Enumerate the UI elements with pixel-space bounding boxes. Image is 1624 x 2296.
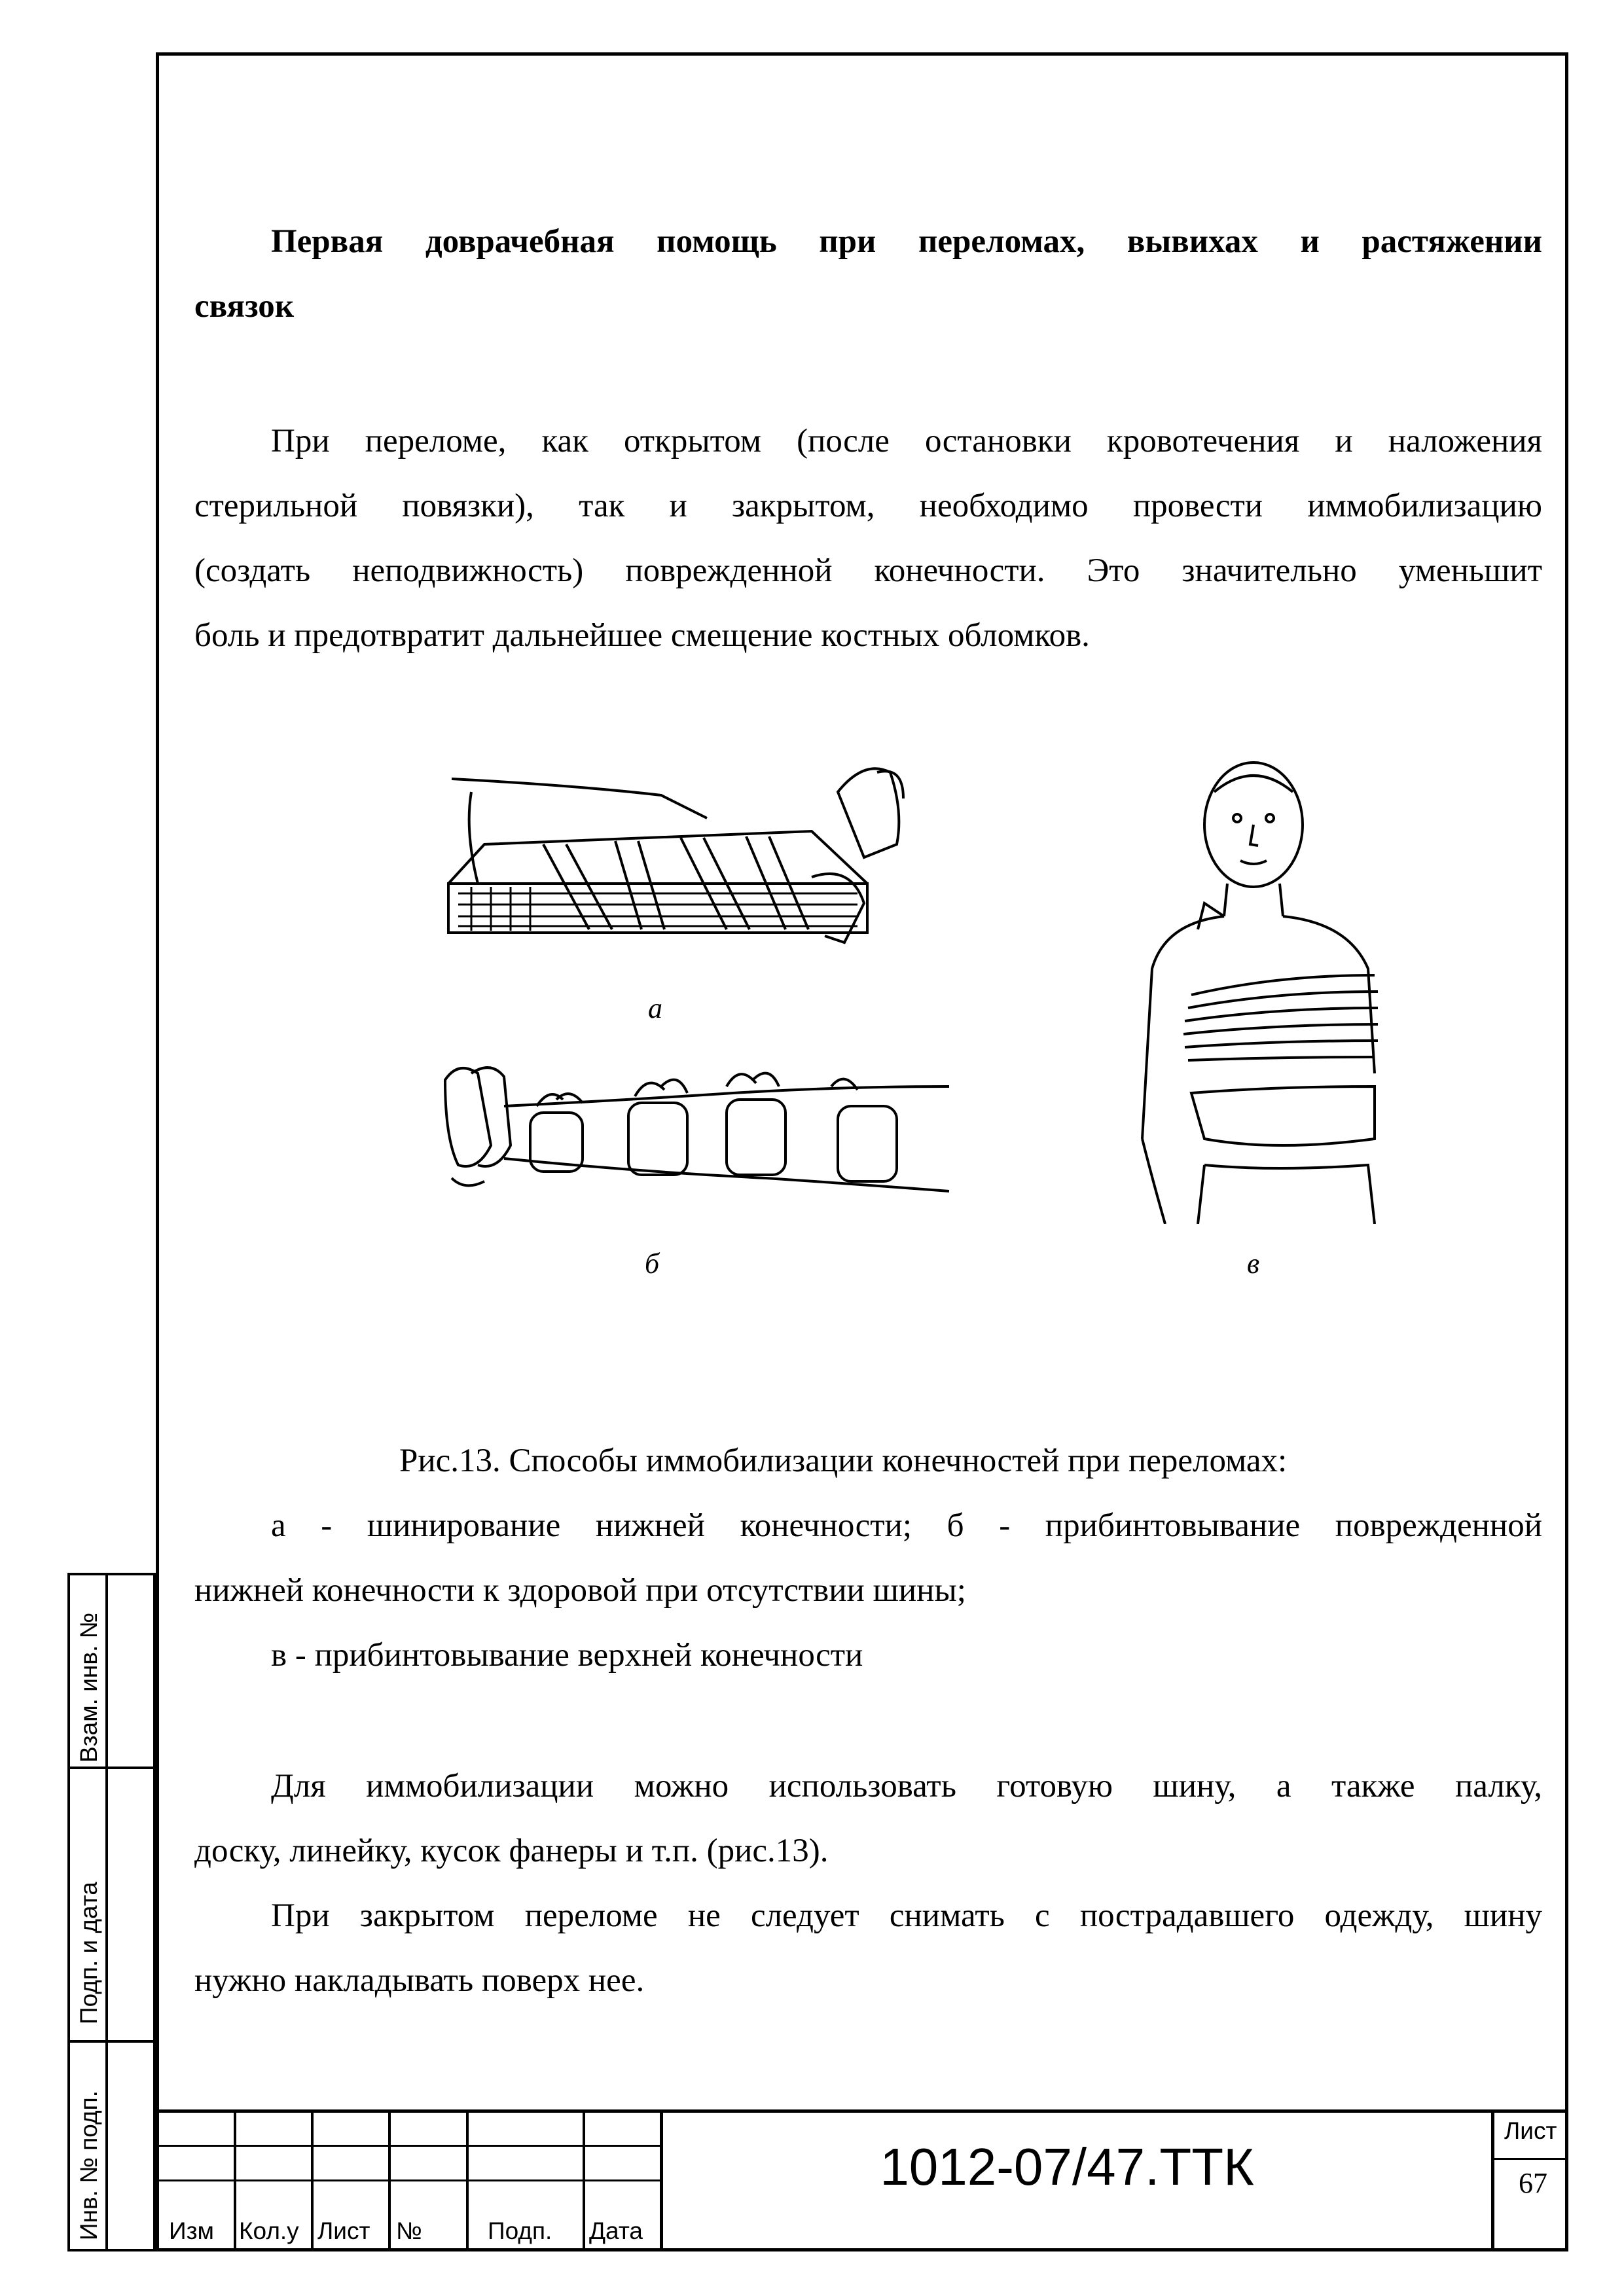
side-stamp-strip <box>67 1573 156 2251</box>
caption-line-1: а - шинирование нижней конечности; б - прибинтовывание поврежденной <box>271 1507 1542 1544</box>
tb-col-line-1 <box>234 2109 236 2251</box>
paragraph-1-line-2: стерильной повязки), так и закрытом, необходимо провести иммобилизацию <box>194 488 1542 524</box>
paragraph-2-line-1: Для иммобилизации можно использовать готовую шину, а также палку, <box>271 1768 1542 1804</box>
heading-line-2: связок <box>194 288 295 325</box>
tb-top-line <box>156 2109 1568 2113</box>
sheet-number: 67 <box>1519 2167 1547 2199</box>
tb-col-data: Дата <box>589 2217 643 2244</box>
tb-col-line-3 <box>388 2109 391 2251</box>
paragraph-1-line-3: (создать неподвижность) поврежденной конечности. Это значительно уменьшит <box>194 552 1542 589</box>
tb-col-line-4 <box>466 2109 469 2251</box>
caption-line-2: нижней конечности к здоровой при отсутствии шины; <box>194 1572 966 1609</box>
tb-col-no: № <box>396 2217 422 2244</box>
tb-col-kolu: Кол.у <box>239 2217 299 2244</box>
tb-col-list: Лист <box>317 2217 370 2244</box>
side-label-replacement: Взам. инв. № <box>75 1612 102 1763</box>
tb-col-line-5 <box>583 2109 585 2251</box>
heading-line-1: Первая доврачебная помощь при переломах, вывихах и растяжении <box>271 223 1542 260</box>
tb-sheet-line <box>1492 2158 1568 2160</box>
figure-c-label: в <box>1247 1247 1260 1280</box>
paragraph-2-line-2: доску, линейку, кусок фанеры и т.п. (рис.13). <box>194 1833 829 1869</box>
tb-col-podp: Подп. <box>488 2217 552 2244</box>
tb-col-line-2 <box>311 2109 314 2251</box>
side-label-signature-date: Подп. и дата <box>75 1882 102 2024</box>
document-code: 1012-07/47.ТТК <box>880 2138 1254 2196</box>
tb-row-line-2 <box>156 2179 663 2181</box>
paragraph-1-line-4: боль и предотвратит дальнейшее смещение костных обломков. <box>194 617 1090 654</box>
paragraph-3-line-2: нужно накладывать поверх нее. <box>194 1962 645 1999</box>
figure-a-label: а <box>648 992 662 1024</box>
section-heading <box>194 209 1542 339</box>
side-label-inventory: Инв. № подп. <box>75 2090 102 2240</box>
paragraph-1-line-1: При переломе, как открытом (после остановки кровотечения и наложения <box>271 423 1542 459</box>
caption-line-3: в - прибинтовывание верхней конечности <box>271 1637 863 1674</box>
figure-c-bandaged-arm <box>1113 746 1414 1224</box>
figure-b-bandaged-legs <box>439 1047 962 1217</box>
paragraph-1 <box>194 409 1542 668</box>
sheet-label: Лист <box>1504 2117 1557 2144</box>
tb-col-izm: Изм <box>169 2217 214 2244</box>
figure-caption <box>194 1494 1542 1688</box>
paragraph-2 <box>194 1754 1542 2013</box>
side-divider <box>105 1573 108 2251</box>
paragraph-3-line-1: При закрытом переломе не следует снимать с пострадавшего одежду, шину <box>271 1897 1542 1934</box>
tb-row-line-1 <box>156 2145 663 2147</box>
tb-col-line-7 <box>1491 2109 1494 2251</box>
figure-a-splinted-leg <box>445 753 956 969</box>
figure-b-label: б <box>645 1247 660 1280</box>
figure-caption-title: Рис.13. Способы иммобилизации конечностей при переломах: <box>399 1443 1288 1479</box>
